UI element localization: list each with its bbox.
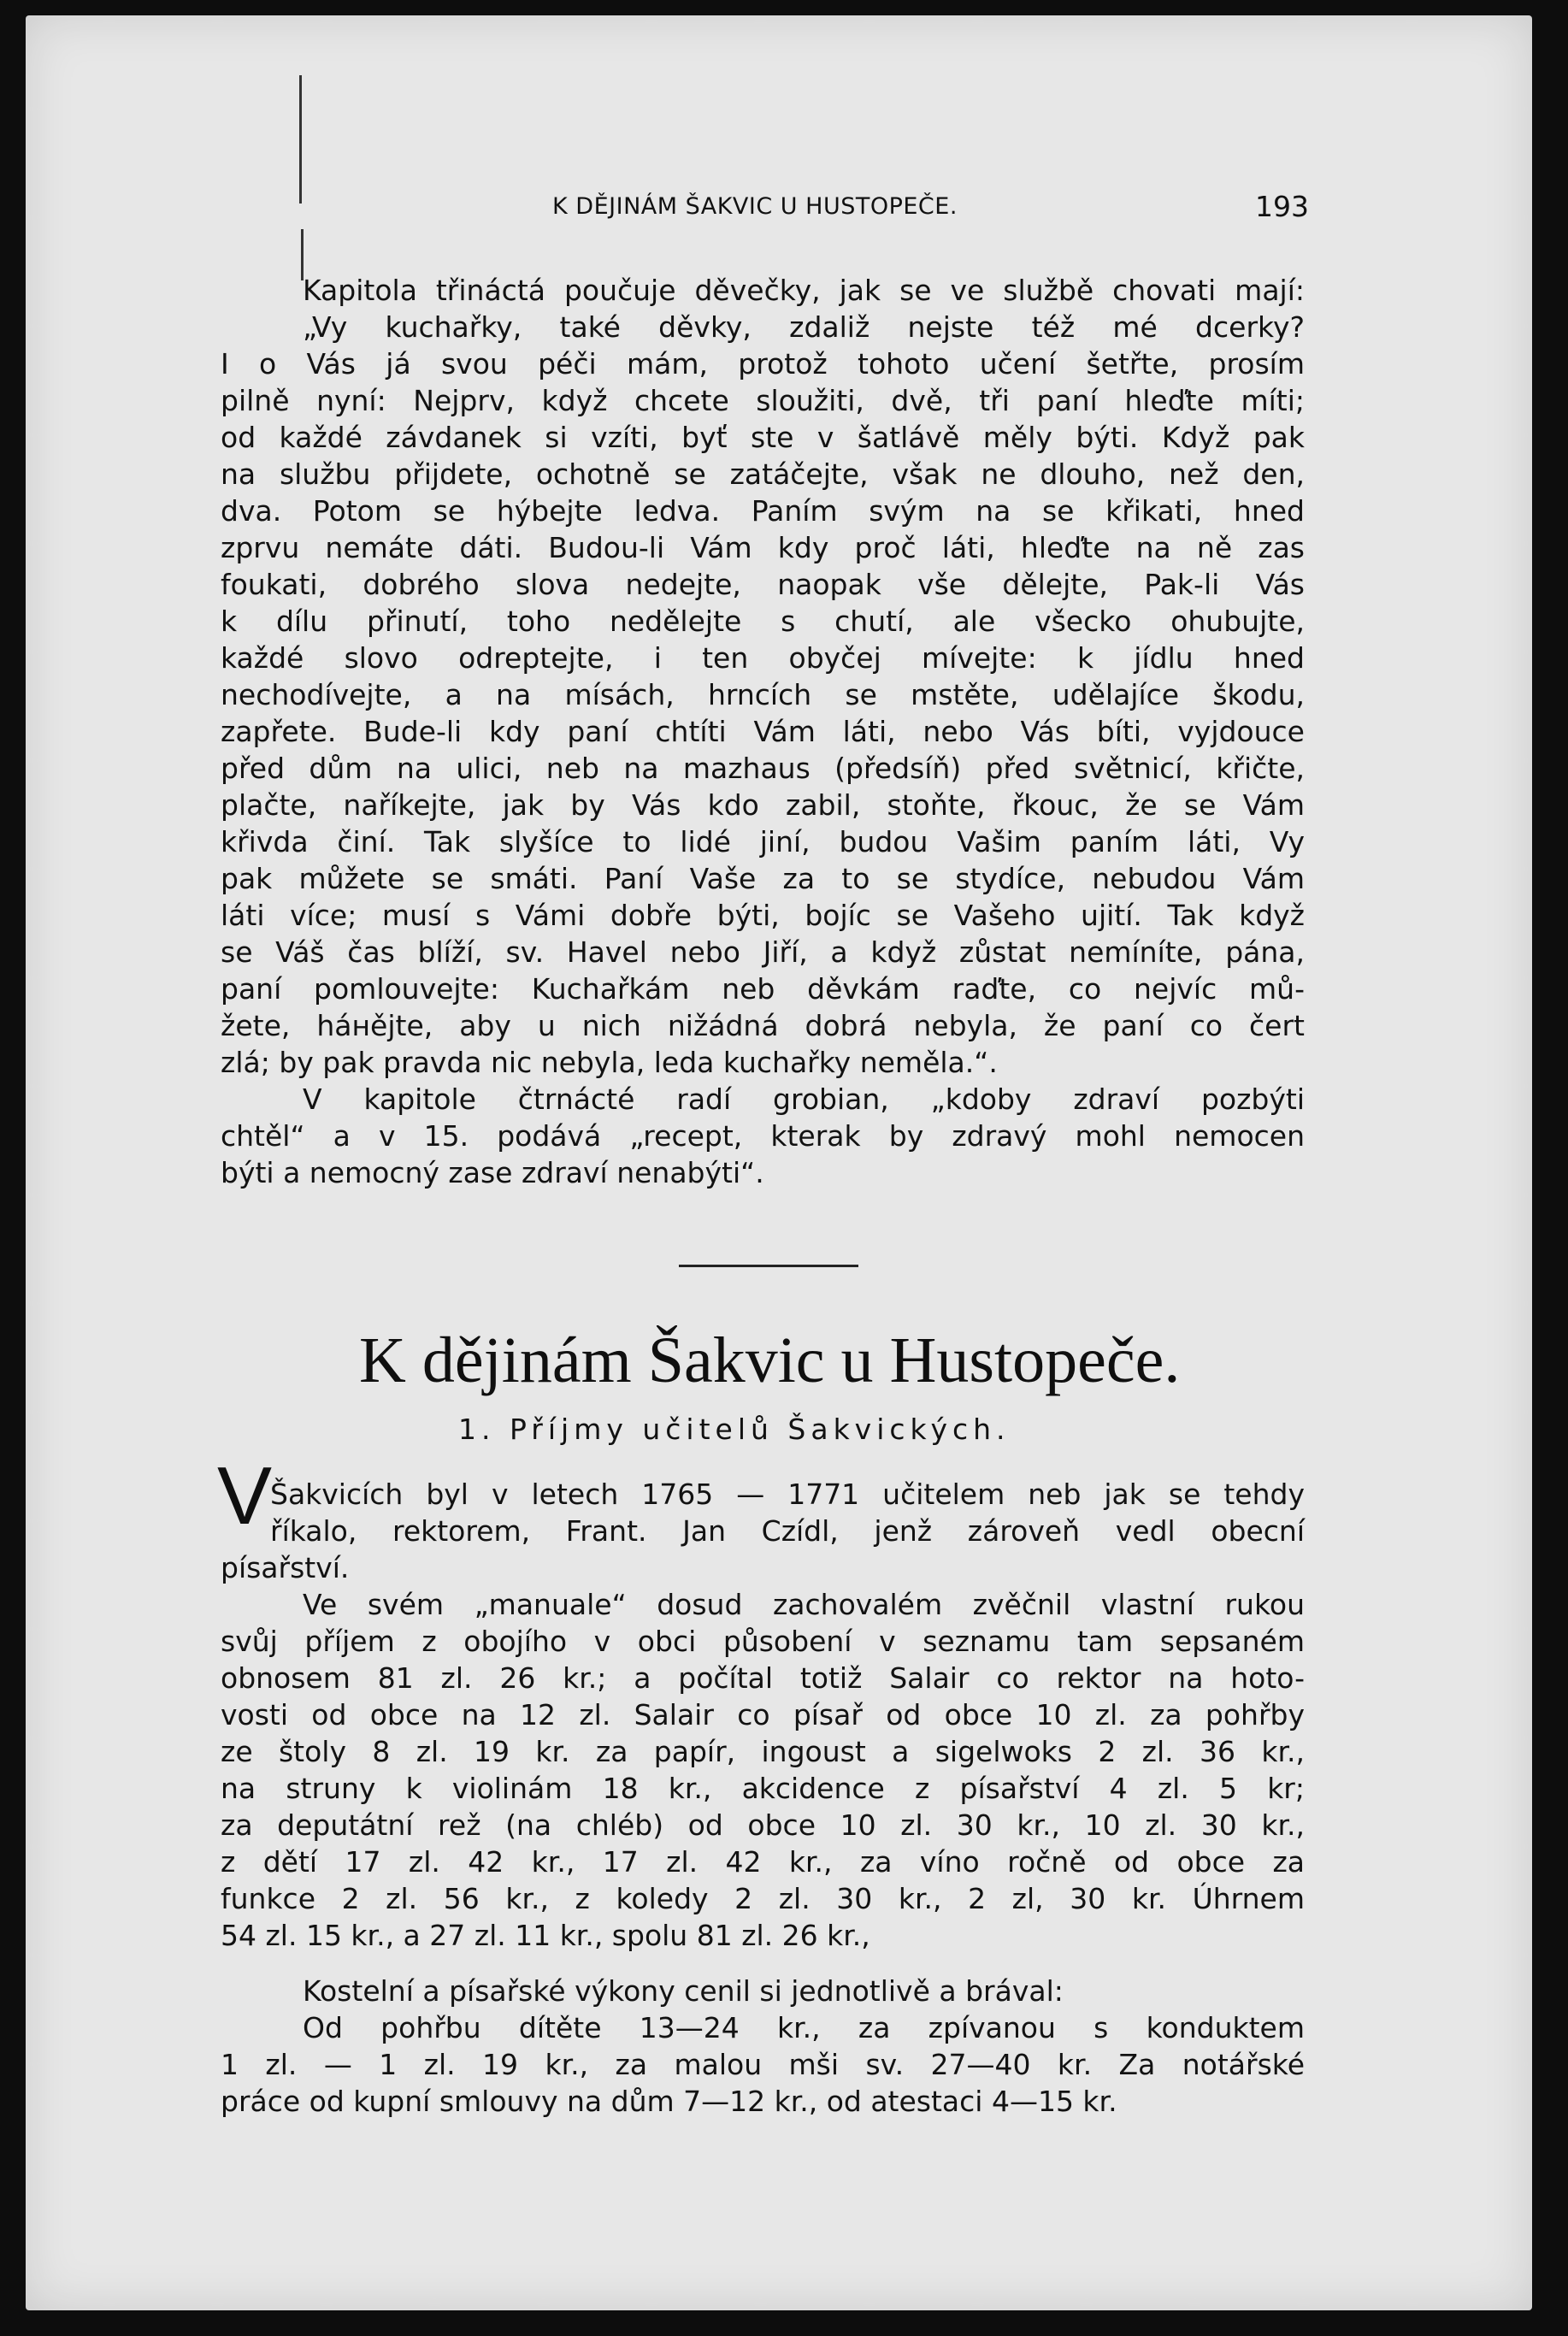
text-line: práce od kupní smlouvy na dům 7—12 kr., od atestaci 4—15 kr. xyxy=(221,2085,1117,2118)
text-line: za deputátní rež (na chléb) od obce 10 zl. 30 kr., 10 zl. 30 kr., xyxy=(221,1808,1305,1842)
text-line: I o Vás já svou péči mám, protož tohoto učení šetřte, prosím xyxy=(221,347,1305,380)
text-line: 54 zl. 15 kr., a 27 zl. 11 kr., spolu 81 zl. 26 kr., xyxy=(221,1919,870,1952)
text-line: zlá; by pak pravda nic nebyla, leda kuchařky neměla.“. xyxy=(221,1046,998,1079)
text-line: Od pohřbu dítěte 13—24 kr., za zpívanou s konduktem xyxy=(303,2011,1305,2044)
text-line: býti a nemocný zase zdraví nenabýti“. xyxy=(221,1156,764,1189)
text-line: říkalo, rektorem, Frant. Jan Czídl, jenž zároveň vedl obecní xyxy=(270,1514,1305,1548)
text-line: obnosem 81 zl. 26 kr.; a počítal totiž Salair co rektor na hoto- xyxy=(221,1661,1305,1695)
text-line: od každé závdanek si vzíti, byť ste v šatlávě měly býti. Když pak xyxy=(221,421,1305,454)
text-line: dva. Potom se hýbejte ledva. Paním svým na se křikati, hned xyxy=(221,494,1305,528)
text-line: zprvu nemáte dáti. Budou-li Vám kdy proč láti, hleďte na ně zas xyxy=(221,531,1305,564)
upper-text-block xyxy=(221,272,1305,1191)
text-line: plačte, naříkejte, jak by Vás kdo zabil, stoňte, řkouc, že se Vám xyxy=(221,788,1305,822)
text-line: před dům na ulici, neb na mazhaus (předsíň) před světnicí, křičte, xyxy=(221,752,1305,785)
text-line: pilně nyní: Nejprv, když chcete sloužiti, dvě, tři paní hleďte míti; xyxy=(221,384,1305,417)
text-line: pak můžete se smáti. Paní Vaše za to se stydíce, nebudou Vám xyxy=(221,862,1305,895)
text-line: Šakvicích byl v letech 1765 — 1771 učitelem neb jak se tehdy xyxy=(270,1478,1305,1511)
drop-cap: V xyxy=(217,1450,273,1542)
text-line: každé slovo odreptejte, i ten obyčej mívejte: k jídlu hned xyxy=(221,641,1305,675)
page-number: 193 xyxy=(1255,190,1309,223)
section-divider xyxy=(679,1265,858,1267)
text-line: Kapitola třináctá poučuje děvečky, jak se ve službě chovati mají: xyxy=(303,274,1305,307)
article-text-block xyxy=(221,1476,1305,2120)
text-line: křivda činí. Tak slyšíce to lidé jiní, budou Vašim paním láti, Vy xyxy=(221,825,1305,858)
article-title: K dějinám Šakvic u Hustopeče. xyxy=(359,1324,1181,1396)
text-line: ze štoly 8 zl. 19 kr. za papír, ingoust a sigelwoks 2 zl. 36 kr., xyxy=(221,1735,1305,1768)
section-heading: 1. Příjmy učitelů Šakvických. xyxy=(458,1413,1011,1446)
text-line: z dětí 17 zl. 42 kr., 17 zl. 42 kr., za víno ročně od obce za xyxy=(221,1845,1305,1879)
text-line: žete, háнějte, aby u nich nižádná dobrá nebyla, že paní co čert xyxy=(221,1009,1305,1042)
text-line: foukati, dobrého slova nedejte, naopak vše dělejte, Pak-li Vás xyxy=(221,568,1305,601)
text-line: Kostelní a písařské výkony cenil si jednotlivě a brával: xyxy=(303,1974,1064,2008)
text-line: vosti od obce na 12 zl. Salair co písař od obce 10 zl. za pohřby xyxy=(221,1698,1305,1731)
running-title: K DĚJINÁM ŠAKVIC U HUSTOPEČE. xyxy=(552,193,958,220)
text-line: chtěl“ a v 15. podává „recept, kterak by zdravý mohl nemocen xyxy=(221,1119,1305,1153)
text-line: funkce 2 zl. 56 kr., z koledy 2 zl. 30 kr., 2 zl, 30 kr. Úhrnem xyxy=(221,1882,1305,1915)
text-line: k dílu přinutí, toho nedělejte s chutí, ale všecko ohubujte, xyxy=(221,605,1305,638)
text-line: „Vy kuchařky, také děvky, zdaliž nejste též mé dcerky? xyxy=(303,310,1305,344)
text-line: láti více; musí s Vámi dobře býti, bojíc se Vašeho ujití. Tak když xyxy=(221,899,1305,932)
text-line: paní pomlouvejte: Kuchařkám neb děvkám raďte, co nejvíc mů- xyxy=(221,972,1305,1006)
text-line: nechodívejte, a na mísách, hrncích se mstěte, udělajíce škodu, xyxy=(221,678,1305,711)
text-line: V kapitole čtrnácté radí grobian, „kdoby zdraví pozbýti xyxy=(303,1082,1305,1116)
text-line: na službu přijdete, ochotně se zatáčejte, však ne dlouho, než den, xyxy=(221,457,1305,491)
text-line: Ve svém „manuale“ dosud zachovalém zvěčnil vlastní rukou xyxy=(303,1588,1305,1621)
text-line: svůj příjem z obojího v obci působení v seznamu tam sepsaném xyxy=(221,1625,1305,1658)
text-line: zapřete. Bude-li kdy paní chtíti Vám láti, nebo Vás bíti, vyjdouce xyxy=(221,715,1305,748)
text-line: na struny k violinám 18 kr., akcidence z písařství 4 zl. 5 kr; xyxy=(221,1772,1305,1805)
text-line: 1 zl. — 1 zl. 19 kr., za malou mši sv. 27—40 kr. Za notářské xyxy=(221,2048,1305,2081)
text-line: se Váš čas blíží, sv. Havel nebo Jiří, a když zůstat nemíníte, pána, xyxy=(221,935,1305,969)
text-line: písařství. xyxy=(221,1551,350,1584)
margin-mark xyxy=(299,75,302,204)
